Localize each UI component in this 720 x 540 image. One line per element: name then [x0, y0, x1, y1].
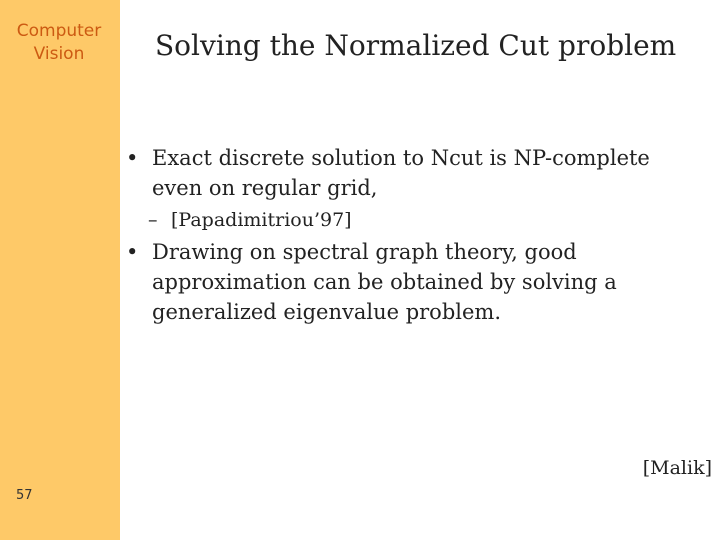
bullet-item — [120, 237, 690, 327]
sub-bullet-item — [120, 205, 690, 235]
bullet-marker: • — [126, 240, 139, 264]
bullet-line: even on regular grid, — [152, 176, 378, 200]
slide-content — [120, 143, 690, 327]
slide-number: 57 — [16, 488, 33, 503]
slide-title: Solving the Normalized Cut problem — [155, 29, 677, 62]
bullet-marker: • — [126, 146, 139, 170]
sub-bullet-text: [Papadimitriou’97] — [171, 209, 352, 231]
sub-bullet-marker: – — [148, 209, 158, 231]
bullet-line: Drawing on spectral graph theory, good — [152, 240, 577, 264]
bullet-line: approximation can be obtained by solving a — [152, 270, 617, 294]
course-title — [0, 20, 118, 66]
course-title-line1: Computer — [16, 21, 102, 41]
bullet-line: generalized eigenvalue problem. — [152, 300, 501, 324]
bullet-item — [120, 143, 690, 203]
citation: [Malik] — [642, 457, 712, 479]
course-title-line2: Vision — [33, 44, 85, 64]
sidebar — [0, 0, 120, 540]
bullet-line: Exact discrete solution to Ncut is NP-complete — [152, 146, 650, 170]
